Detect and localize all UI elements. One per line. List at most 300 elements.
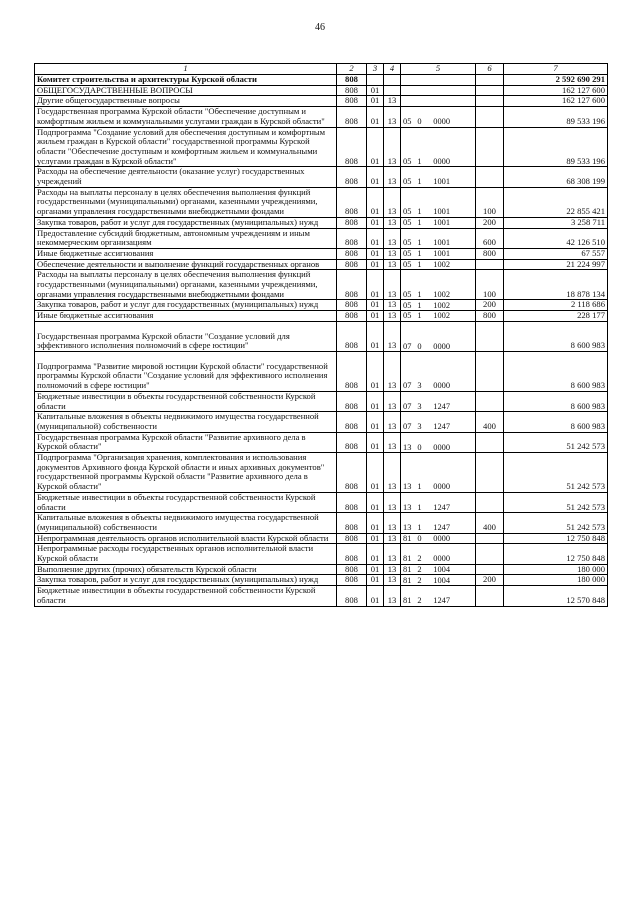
- row-name: Расходы на выплаты персоналу в целях обеспечения выполнения функций государственными (муниципальными) органами, казенными учреждениями, органами управления государственными внебюджетными фондами: [37, 187, 318, 217]
- ministry-code: 808: [337, 432, 367, 452]
- row-name-cell: [35, 85, 337, 96]
- item-code: 0000: [433, 482, 450, 492]
- row-name-cell: [35, 167, 337, 187]
- amount: 8 600 983: [504, 412, 608, 432]
- row-name: Подпрограмма "Создание условий для обеспечения доступным и комфортным жильем граждан в Курской области" государственной программы Курской области "Обеспечение доступным и комфортным жильем и коммунальными услугами граждан в Курской области": [37, 127, 326, 166]
- section-code: [367, 75, 384, 86]
- program-code: 05: [403, 218, 412, 228]
- row-name-cell: [35, 586, 337, 606]
- subprogram-code: 0: [417, 442, 422, 452]
- subprogram-code: 1: [417, 177, 422, 187]
- ministry-code: 808: [337, 107, 367, 127]
- ministry-code: 808: [337, 544, 367, 564]
- table-row: [35, 453, 608, 493]
- subsection-code: 13: [384, 167, 401, 187]
- item-code: 1001: [433, 177, 450, 187]
- expense-type-code: [476, 432, 504, 452]
- ministry-code: 808: [337, 492, 367, 512]
- header-col-7: 7: [504, 64, 608, 75]
- amount: 12 750 848: [504, 544, 608, 564]
- expense-type-code: [476, 586, 504, 606]
- amount: 21 224 997: [504, 259, 608, 270]
- amount: 8 600 983: [504, 351, 608, 391]
- target-article-code: [401, 311, 476, 322]
- expense-type-code: [476, 75, 504, 86]
- table-row: [35, 492, 608, 512]
- section-code: 01: [367, 217, 384, 228]
- row-name-cell: [35, 391, 337, 411]
- subsection-code: 13: [384, 107, 401, 127]
- subsection-code: 13: [384, 432, 401, 452]
- subsection-code: 13: [384, 311, 401, 322]
- row-name: Государственная программа Курской области "Развитие архивного дела в Курской области": [37, 432, 306, 452]
- table-row: [35, 300, 608, 311]
- expense-type-code: [476, 127, 504, 167]
- amount: 67 557: [504, 248, 608, 259]
- expense-type-code: [476, 391, 504, 411]
- row-name: Комитет строительства и архитектуры Курской области: [37, 74, 257, 84]
- section-code: 01: [367, 259, 384, 270]
- subprogram-code: 3: [417, 401, 422, 411]
- section-code: 01: [367, 248, 384, 259]
- section-code: 01: [367, 432, 384, 452]
- table-row: [35, 259, 608, 270]
- program-code: 13: [403, 523, 412, 533]
- section-code: 01: [367, 270, 384, 300]
- item-code: 1247: [433, 523, 450, 533]
- section-code: 01: [367, 453, 384, 493]
- subprogram-code: 1: [417, 218, 422, 228]
- subprogram-code: 3: [417, 422, 422, 432]
- subsection-code: [384, 85, 401, 96]
- ministry-code: 808: [337, 533, 367, 544]
- row-name-cell: [35, 259, 337, 270]
- target-article-code: [401, 432, 476, 452]
- row-name: Капитальные вложения в объекты недвижимого имущества государственной (муниципальной) собственности: [37, 411, 319, 431]
- section-code: 01: [367, 300, 384, 311]
- ministry-code: 808: [337, 127, 367, 167]
- amount: 3 258 711: [504, 217, 608, 228]
- subsection-code: 13: [384, 513, 401, 533]
- row-name-cell: [35, 575, 337, 586]
- program-code: 05: [403, 311, 412, 321]
- amount: 89 533 196: [504, 107, 608, 127]
- subprogram-code: 1: [417, 249, 422, 259]
- item-code: 1004: [433, 564, 450, 574]
- row-name-cell: [35, 564, 337, 575]
- section-code: 01: [367, 544, 384, 564]
- subprogram-code: 1: [417, 300, 422, 310]
- ministry-code: 808: [337, 321, 367, 351]
- subsection-code: 13: [384, 300, 401, 311]
- item-code: 1001: [433, 249, 450, 259]
- subprogram-code: 1: [417, 207, 422, 217]
- row-name-cell: [35, 228, 337, 248]
- table-row: [35, 586, 608, 606]
- expense-type-code: [476, 85, 504, 96]
- expense-type-code: [476, 564, 504, 575]
- row-name-cell: [35, 96, 337, 107]
- ministry-code: 808: [337, 167, 367, 187]
- subprogram-code: 3: [417, 381, 422, 391]
- row-name: Непрограммные расходы государственных органов исполнительной власти Курской области: [37, 543, 314, 564]
- program-code: 05: [403, 207, 412, 217]
- section-code: 01: [367, 96, 384, 107]
- row-name-cell: [35, 217, 337, 228]
- target-article-code: [401, 321, 476, 351]
- ministry-code: 808: [337, 351, 367, 391]
- subsection-code: 13: [384, 217, 401, 228]
- subsection-code: 13: [384, 453, 401, 493]
- subprogram-code: 1: [417, 259, 422, 269]
- section-code: 01: [367, 391, 384, 411]
- table-row: [35, 270, 608, 300]
- expense-type-code: 200: [476, 217, 504, 228]
- target-article-code: [401, 75, 476, 86]
- ministry-code: 808: [337, 513, 367, 533]
- section-code: 01: [367, 228, 384, 248]
- table-row: [35, 513, 608, 533]
- expense-type-code: [476, 453, 504, 493]
- table-row: [35, 228, 608, 248]
- target-article-code: [401, 228, 476, 248]
- amount: 22 855 421: [504, 187, 608, 217]
- subprogram-code: 1: [417, 523, 422, 533]
- subsection-code: 13: [384, 259, 401, 270]
- expense-type-code: [476, 107, 504, 127]
- table-row: [35, 75, 608, 86]
- table-row: [35, 248, 608, 259]
- ministry-code: 808: [337, 85, 367, 96]
- row-name: ОБЩЕГОСУДАРСТВЕННЫЕ ВОПРОСЫ: [37, 85, 193, 95]
- target-article-code: [401, 533, 476, 544]
- row-name: Непрограммная деятельность органов исполнительной власти Курской области: [37, 533, 329, 543]
- ministry-code: 808: [337, 248, 367, 259]
- row-name-cell: [35, 321, 337, 351]
- amount: 8 600 983: [504, 321, 608, 351]
- row-name: Бюджетные инвестиции в объекты государственной собственности Курской области: [37, 492, 316, 512]
- row-name-cell: [35, 75, 337, 86]
- table-row: [35, 107, 608, 127]
- header-row: [35, 64, 608, 75]
- table-row: [35, 412, 608, 432]
- section-code: 01: [367, 167, 384, 187]
- row-name-cell: [35, 513, 337, 533]
- subsection-code: [384, 75, 401, 86]
- target-article-code: [401, 586, 476, 606]
- section-code: 01: [367, 351, 384, 391]
- row-name: Бюджетные инвестиции в объекты государственной собственности Курской области: [37, 585, 316, 605]
- ministry-code: 808: [337, 311, 367, 322]
- subsection-code: 13: [384, 270, 401, 300]
- section-code: 01: [367, 127, 384, 167]
- amount: 180 000: [504, 575, 608, 586]
- ministry-code: 808: [337, 453, 367, 493]
- header-col-2: 2: [337, 64, 367, 75]
- subprogram-code: 2: [417, 554, 422, 564]
- budget-table-body: [35, 75, 608, 607]
- ministry-code: 808: [337, 228, 367, 248]
- amount: 42 126 510: [504, 228, 608, 248]
- program-code: 05: [403, 117, 412, 127]
- target-article-code: [401, 167, 476, 187]
- item-code: 1247: [433, 596, 450, 606]
- item-code: 1002: [433, 289, 450, 299]
- expense-type-code: [476, 96, 504, 107]
- amount: 68 308 199: [504, 167, 608, 187]
- subsection-code: 13: [384, 586, 401, 606]
- target-article-code: [401, 544, 476, 564]
- item-code: 1002: [433, 300, 450, 310]
- section-code: 01: [367, 533, 384, 544]
- row-name: Бюджетные инвестиции в объекты государственной собственности Курской области: [37, 391, 316, 411]
- table-row: [35, 187, 608, 217]
- amount: 18 878 134: [504, 270, 608, 300]
- row-name: Другие общегосударственные вопросы: [37, 95, 180, 106]
- subprogram-code: 1: [417, 482, 422, 492]
- expense-type-code: 800: [476, 248, 504, 259]
- target-article-code: [401, 412, 476, 432]
- subsection-code: 13: [384, 248, 401, 259]
- amount: 51 242 573: [504, 513, 608, 533]
- row-name-cell: [35, 432, 337, 452]
- row-name: Расходы на обеспечение деятельности (оказание услуг) государственных учреждений: [37, 166, 305, 187]
- target-article-code: [401, 107, 476, 127]
- target-article-code: [401, 492, 476, 512]
- item-code: 1001: [433, 238, 450, 248]
- row-name: Расходы на выплаты персоналу в целях обеспечения выполнения функций государственными (муниципальными) органами, казенными учреждениями, органами управления государственными внебюджетными фондами: [37, 269, 318, 299]
- item-code: 1001: [433, 207, 450, 217]
- budget-table: [34, 63, 608, 607]
- row-name-cell: [35, 412, 337, 432]
- item-code: 1247: [433, 422, 450, 432]
- item-code: 1001: [433, 218, 450, 228]
- subsection-code: 13: [384, 187, 401, 217]
- ministry-code: 808: [337, 564, 367, 575]
- row-name: Капитальные вложения в объекты недвижимого имущества государственной (муниципальной) собственности: [37, 512, 319, 532]
- row-name-cell: [35, 492, 337, 512]
- item-code: 0000: [433, 442, 450, 452]
- section-code: 01: [367, 575, 384, 586]
- section-code: 01: [367, 107, 384, 127]
- subsection-code: 13: [384, 127, 401, 167]
- ministry-code: 808: [337, 270, 367, 300]
- row-name-cell: [35, 311, 337, 322]
- program-code: 05: [403, 289, 412, 299]
- page-number: 46: [315, 22, 325, 33]
- program-code: 05: [403, 177, 412, 187]
- ministry-code: 808: [337, 412, 367, 432]
- subprogram-code: 1: [417, 156, 422, 166]
- item-code: 0000: [433, 156, 450, 166]
- header-col-4: 4: [384, 64, 401, 75]
- subprogram-code: 2: [417, 575, 422, 585]
- row-name: Подпрограмма "Развитие мировой юстиции Курской области" государственной программы Курской области "Создание условий для эффективного исполнения полномочий в сфере юстиции": [37, 360, 328, 391]
- program-code: 05: [403, 300, 412, 310]
- expense-type-code: 200: [476, 300, 504, 311]
- amount: 89 533 196: [504, 127, 608, 167]
- header-col-3: 3: [367, 64, 384, 75]
- program-code: 81: [403, 533, 412, 543]
- item-code: 0000: [433, 341, 450, 351]
- section-code: 01: [367, 187, 384, 217]
- ministry-code: 808: [337, 96, 367, 107]
- row-name: Выполнение других (прочих) обязательств Курской области: [37, 564, 257, 574]
- row-name-cell: [35, 544, 337, 564]
- subsection-code: 13: [384, 564, 401, 575]
- subsection-code: 13: [384, 492, 401, 512]
- target-article-code: [401, 575, 476, 586]
- table-row: [35, 217, 608, 228]
- amount: 228 177: [504, 311, 608, 322]
- program-code: 05: [403, 156, 412, 166]
- table-row: [35, 432, 608, 452]
- table-row: [35, 167, 608, 187]
- subsection-code: 13: [384, 351, 401, 391]
- table-row: [35, 533, 608, 544]
- header-col-1: 1: [35, 64, 337, 75]
- program-code: 07: [403, 381, 412, 391]
- subprogram-code: 0: [417, 117, 422, 127]
- row-name: Обеспечение деятельности и выполнение функций государственных органов: [37, 259, 320, 269]
- expense-type-code: [476, 259, 504, 270]
- section-code: 01: [367, 412, 384, 432]
- subsection-code: 13: [384, 391, 401, 411]
- target-article-code: [401, 351, 476, 391]
- amount: 51 242 573: [504, 492, 608, 512]
- target-article-code: [401, 248, 476, 259]
- target-article-code: [401, 217, 476, 228]
- section-code: 01: [367, 564, 384, 575]
- amount: 51 242 573: [504, 453, 608, 493]
- target-article-code: [401, 564, 476, 575]
- ministry-code: 808: [337, 391, 367, 411]
- subsection-code: 13: [384, 321, 401, 351]
- program-code: 81: [403, 575, 412, 585]
- subsection-code: 13: [384, 412, 401, 432]
- table-row: [35, 321, 608, 351]
- expense-type-code: [476, 321, 504, 351]
- row-name-cell: [35, 107, 337, 127]
- row-name: Закупка товаров, работ и услуг для государственных (муниципальных) нужд: [37, 299, 319, 310]
- header-col-6: 6: [476, 64, 504, 75]
- item-code: 0000: [433, 117, 450, 127]
- amount: 12 570 848: [504, 586, 608, 606]
- program-code: 13: [403, 482, 412, 492]
- program-code: 05: [403, 238, 412, 248]
- expense-type-code: 400: [476, 513, 504, 533]
- expense-type-code: 100: [476, 187, 504, 217]
- row-name: Государственная программа Курской области "Обеспечение доступным и комфортным жильем и коммунальными услугами граждан в Курской области": [37, 106, 325, 126]
- section-code: 01: [367, 492, 384, 512]
- row-name-cell: [35, 270, 337, 300]
- expense-type-code: [476, 533, 504, 544]
- row-name: Предоставление субсидий бюджетным, автономным учреждениям и иным некоммерческим организациям: [37, 228, 310, 248]
- table-row: [35, 311, 608, 322]
- table-row: [35, 544, 608, 564]
- subsection-code: 13: [384, 96, 401, 107]
- expense-type-code: [476, 492, 504, 512]
- row-name: Закупка товаров, работ и услуг для государственных (муниципальных) нужд: [37, 217, 319, 227]
- row-name-cell: [35, 187, 337, 217]
- amount: 51 242 573: [504, 432, 608, 452]
- table-row: [35, 391, 608, 411]
- expense-type-code: 200: [476, 575, 504, 586]
- ministry-code: 808: [337, 217, 367, 228]
- section-code: 01: [367, 321, 384, 351]
- ministry-code: 808: [337, 575, 367, 586]
- row-name-cell: [35, 127, 337, 167]
- row-name: Закупка товаров, работ и услуг для государственных (муниципальных) нужд: [37, 574, 319, 585]
- subprogram-code: 1: [417, 311, 422, 321]
- table-row: [35, 564, 608, 575]
- target-article-code: [401, 300, 476, 311]
- ministry-code: 808: [337, 300, 367, 311]
- target-article-code: [401, 391, 476, 411]
- row-name: Государственная программа Курской области "Создание условий для эффективного исполнения полномочий в сфере юстиции": [37, 330, 290, 351]
- ministry-code: 808: [337, 187, 367, 217]
- row-name-cell: [35, 533, 337, 544]
- item-code: 1002: [433, 259, 450, 269]
- row-name-cell: [35, 351, 337, 391]
- subprogram-code: 2: [417, 564, 422, 574]
- table-row: [35, 85, 608, 96]
- subprogram-code: 1: [417, 238, 422, 248]
- program-code: 81: [403, 554, 412, 564]
- expense-type-code: 800: [476, 311, 504, 322]
- target-article-code: [401, 96, 476, 107]
- program-code: 07: [403, 401, 412, 411]
- expense-type-code: [476, 167, 504, 187]
- table-row: [35, 351, 608, 391]
- target-article-code: [401, 85, 476, 96]
- item-code: 1247: [433, 502, 450, 512]
- amount: 180 000: [504, 564, 608, 575]
- program-code: 13: [403, 442, 412, 452]
- subsection-code: 13: [384, 228, 401, 248]
- ministry-code: 808: [337, 259, 367, 270]
- program-code: 81: [403, 596, 412, 606]
- target-article-code: [401, 453, 476, 493]
- item-code: 1002: [433, 311, 450, 321]
- subprogram-code: 0: [417, 341, 422, 351]
- target-article-code: [401, 270, 476, 300]
- item-code: 0000: [433, 554, 450, 564]
- target-article-code: [401, 259, 476, 270]
- program-code: 81: [403, 564, 412, 574]
- subprogram-code: 0: [417, 533, 422, 543]
- header-col-5: 5: [401, 64, 476, 75]
- amount: 8 600 983: [504, 391, 608, 411]
- section-code: 01: [367, 513, 384, 533]
- item-code: 1004: [433, 575, 450, 585]
- item-code: 0000: [433, 533, 450, 543]
- program-code: 07: [403, 422, 412, 432]
- row-name-cell: [35, 248, 337, 259]
- expense-type-code: 100: [476, 270, 504, 300]
- row-name: Иные бюджетные ассигнования: [37, 310, 154, 321]
- table-row: [35, 96, 608, 107]
- subprogram-code: 1: [417, 502, 422, 512]
- program-code: 05: [403, 259, 412, 269]
- subsection-code: 13: [384, 533, 401, 544]
- expense-type-code: [476, 351, 504, 391]
- row-name-cell: [35, 453, 337, 493]
- item-code: 0000: [433, 381, 450, 391]
- amount: 12 750 848: [504, 533, 608, 544]
- section-code: 01: [367, 311, 384, 322]
- ministry-code: 808: [337, 75, 367, 86]
